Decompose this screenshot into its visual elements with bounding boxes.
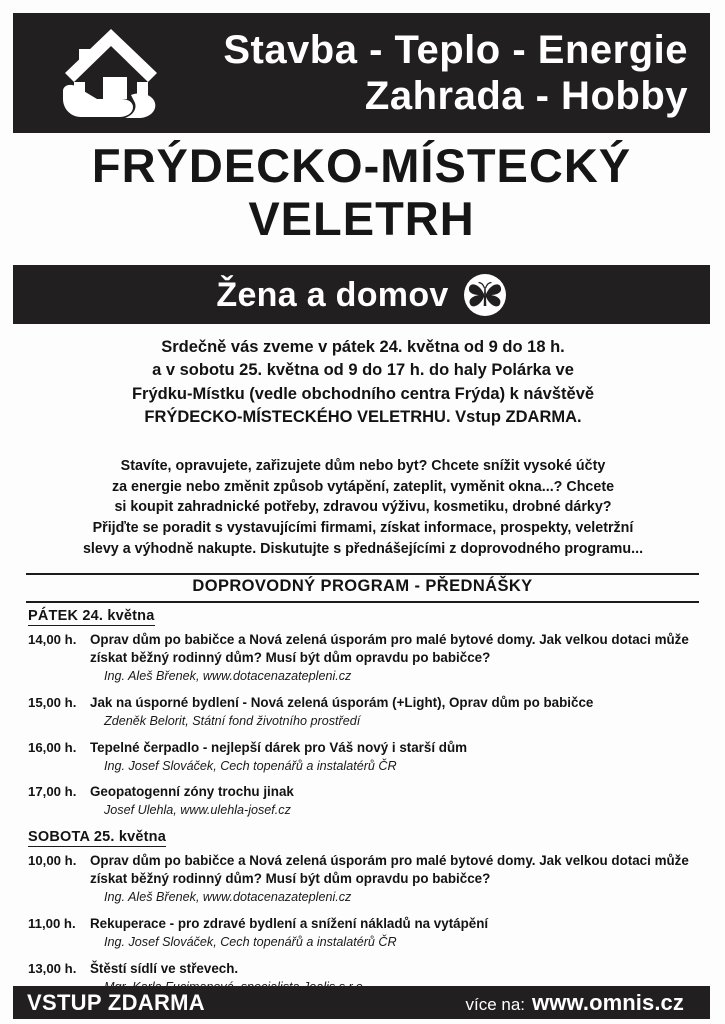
program-heading: DOPROVODNÝ PROGRAM - PŘEDNÁŠKY	[192, 577, 533, 595]
intro-paragraph-1-line-2: za energie nebo změnit způsob vytápění, zateplit, vyměnit okna...? Chcete	[111, 478, 615, 495]
program-entry-body	[90, 694, 703, 730]
program-entry	[28, 852, 703, 906]
footer-website-link[interactable]: www.omnis.cz	[532, 989, 684, 1015]
program-entry	[28, 631, 703, 685]
intro-paragraph-2-line-1: Přijďte se poradit s vystavujícími firmami, získat informace, prospekty, veletržní	[92, 520, 634, 536]
program-entry-title: Oprav dům po babičce a Nová zelená úsporám pro malé bytové domy. Jak velkou dotaci může získat běžný rodinný dům? Musí být dům opravdu po babičce?	[90, 632, 689, 665]
program-day-heading: PÁTEK 24. května	[28, 608, 155, 624]
program-entry-speaker: Ing. Josef Slováček, Cech topenářů a instalatérů ČR	[104, 935, 397, 949]
program-entry-title: Štěstí sídlí ve střevech.	[90, 960, 239, 976]
banner-text-block	[167, 27, 710, 120]
program-entry	[28, 739, 703, 775]
program-entry-speaker: Ing. Aleš Břenek, www.dotacenazatepleni.cz	[104, 890, 352, 905]
subtitle-bar	[13, 265, 710, 324]
banner-line-2: Zahrada - Hobby	[364, 74, 688, 118]
program-day-block	[28, 828, 703, 995]
intro-paragraph-2-line-2: slevy a výhodně nakupte. Diskutujte s přednášejícími z doprovodného programu...	[82, 540, 644, 557]
program-entry-time: 14,00 h.	[28, 632, 77, 647]
divider-above-program-heading	[26, 573, 699, 575]
footer-bar	[13, 986, 710, 1019]
program-entry-time: 16,00 h.	[28, 739, 77, 755]
program-entry-title: Tepelné čerpadlo - nejlepší dárek pro Váš nový i starší dům	[90, 739, 468, 755]
program-day-block	[28, 607, 703, 819]
program-entry-time: 13,00 h.	[28, 960, 77, 976]
footer-free-entry-label: VSTUP ZDARMA	[27, 989, 205, 1015]
top-banner	[13, 13, 710, 133]
program-entry-title: Rekuperace - pro zdravé bydlení a snížení nákladů na vytápění	[90, 916, 489, 932]
subtitle-text: Žena a domov	[216, 275, 449, 314]
invitation-line-4: FRÝDECKO-MÍSTECKÉHO VELETRHU. Vstup ZDARMA.	[144, 408, 582, 427]
footer-link-group	[465, 989, 696, 1015]
intro-paragraph-1-line-1: Stavíte, opravujete, zařizujete dům nebo byt? Chcete snížit vysoké účty	[120, 458, 606, 474]
footer-more-label: více na:	[465, 994, 526, 1014]
house-in-hand-icon	[59, 21, 163, 125]
program-entry	[28, 783, 703, 819]
program-entry-speaker: Ing. Josef Slováček, Cech topenářů a instalatérů ČR	[104, 758, 397, 773]
program-entry-body	[90, 739, 703, 775]
program-entry-title: Jak na úsporné bydlení - Nová zelená úsporám (+Light), Oprav dům po babičce	[90, 694, 594, 710]
invitation-block	[28, 336, 698, 430]
intro-paragraph-1-line-3: si koupit zahradnické potřeby, zdravou výživu, kosmetiku, drobné dárky?	[114, 499, 612, 516]
program-entry	[28, 694, 703, 730]
intro-paragraph-2	[28, 518, 698, 559]
program-entry-time: 17,00 h.	[28, 784, 77, 800]
page-title-line-1: FRÝDECKO-MÍSTECKÝ	[91, 139, 632, 192]
program-schedule	[28, 607, 703, 1005]
program-entry-speaker: Zdeněk Belorit, Státní fond životního prostředí	[104, 713, 361, 728]
page-title	[13, 140, 710, 245]
divider-below-program-heading	[26, 601, 699, 603]
program-entry-title: Oprav dům po babičce a Nová zelená úsporám pro malé bytové domy. Jak velkou dotaci může získat běžný rodinný dům? Musí být dům opravdu po babičce?	[90, 853, 689, 887]
program-entry-time: 10,00 h.	[28, 853, 77, 869]
page-title-line-2: VELETRH	[248, 191, 475, 245]
intro-paragraph-1	[28, 456, 698, 518]
program-entry-body	[90, 915, 703, 951]
program-day-heading: SOBOTA 25. května	[28, 829, 166, 846]
program-entry-time: 15,00 h.	[28, 694, 77, 710]
invitation-line-2: a v sobotu 25. května od 9 do 17 h. do haly Polárka ve	[152, 361, 574, 380]
invitation-line-1: Srdečně vás zveme v pátek 24. května od 9 do 18 h.	[161, 338, 565, 356]
program-entry-body	[90, 852, 703, 906]
program-entry-title: Geopatogenní zóny trochu jinak	[90, 784, 294, 800]
butterfly-icon	[463, 273, 507, 317]
banner-line-1: Stavba - Teplo - Energie	[223, 27, 688, 72]
program-entry	[28, 915, 703, 951]
program-entry-body	[90, 783, 703, 819]
program-entry-speaker: Josef Ulehla, www.ulehla-josef.cz	[104, 803, 291, 818]
program-entry-time: 11,00 h.	[28, 916, 76, 932]
program-entry-speaker: Ing. Aleš Břenek, www.dotacenazatepleni.cz	[104, 668, 352, 683]
invitation-line-3: Frýdku-Místku (vedle obchodního centra Frýda) k návštěvě	[131, 384, 595, 403]
program-entry-body	[90, 631, 703, 685]
